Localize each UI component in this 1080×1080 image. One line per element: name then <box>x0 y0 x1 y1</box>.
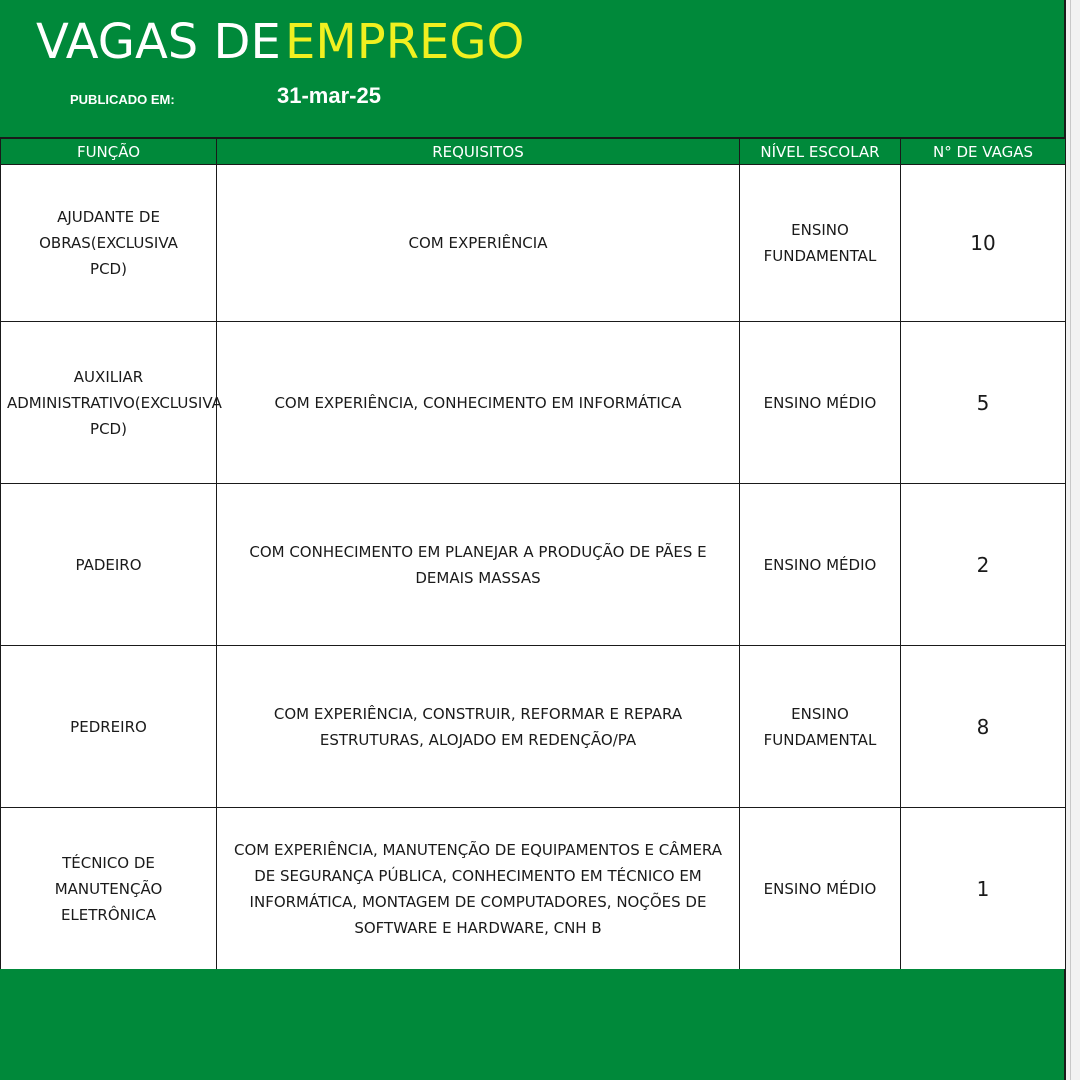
cell-requisitos: COM EXPERIÊNCIA <box>217 165 740 322</box>
table-row <box>1 322 1066 484</box>
cell-nivel-escolar: ENSINO FUNDAMENTAL <box>740 165 901 322</box>
cell-vagas: 1 <box>901 808 1066 970</box>
table-header-row <box>1 139 1066 165</box>
cell-vagas: 10 <box>901 165 1066 322</box>
cell-vagas: 2 <box>901 484 1066 646</box>
cell-vagas: 5 <box>901 322 1066 484</box>
cell-vagas: 8 <box>901 646 1066 808</box>
footer-banner <box>0 969 1064 1080</box>
table-row <box>1 808 1066 970</box>
table-row <box>1 165 1066 322</box>
cell-funcao: AJUDANTE DE OBRAS(EXCLUSIVA PCD) <box>1 165 217 322</box>
page-margin <box>1066 0 1080 1080</box>
cell-nivel-escolar: ENSINO MÉDIO <box>740 808 901 970</box>
cell-requisitos: COM EXPERIÊNCIA, CONHECIMENTO EM INFORMÁTICA <box>217 322 740 484</box>
column-header-funcao: FUNÇÃO <box>1 139 217 165</box>
page-title: VAGAS DE <box>36 14 281 70</box>
cell-funcao: AUXILIAR ADMINISTRATIVO(EXCLUSIVA PCD) <box>1 322 217 484</box>
column-header-requisitos: REQUISITOS <box>217 139 740 165</box>
table-row <box>1 484 1066 646</box>
column-header-nivel-escolar: NÍVEL ESCOLAR <box>740 139 901 165</box>
cell-requisitos: COM EXPERIÊNCIA, MANUTENÇÃO DE EQUIPAMENTOS E CÂMERA DE SEGURANÇA PÚBLICA, CONHECIMENTO EM TÉCNICO EM INFORMÁTICA, MONTAGEM DE COMPUTADORES, NOÇÕES DE SOFTWARE E HARDWARE, CNH B <box>217 808 740 970</box>
cell-funcao: TÉCNICO DE MANUTENÇÃO ELETRÔNICA <box>1 808 217 970</box>
published-label: PUBLICADO EM: <box>70 92 175 107</box>
cell-requisitos: COM CONHECIMENTO EM PLANEJAR A PRODUÇÃO DE PÃES E DEMAIS MASSAS <box>217 484 740 646</box>
published-date: 31-mar-25 <box>277 83 381 108</box>
cell-funcao: PADEIRO <box>1 484 217 646</box>
header-banner <box>0 0 1064 138</box>
cell-nivel-escolar: ENSINO FUNDAMENTAL <box>740 646 901 808</box>
jobs-table <box>0 138 1066 970</box>
cell-nivel-escolar: ENSINO MÉDIO <box>740 484 901 646</box>
cell-funcao: PEDREIRO <box>1 646 217 808</box>
table-row <box>1 646 1066 808</box>
cell-requisitos: COM EXPERIÊNCIA, CONSTRUIR, REFORMAR E REPARA ESTRUTURAS, ALOJADO EM REDENÇÃO/PA <box>217 646 740 808</box>
page-title-highlight: EMPREGO <box>285 14 525 70</box>
cell-nivel-escolar: ENSINO MÉDIO <box>740 322 901 484</box>
column-header-vagas: N° DE VAGAS <box>901 139 1066 165</box>
